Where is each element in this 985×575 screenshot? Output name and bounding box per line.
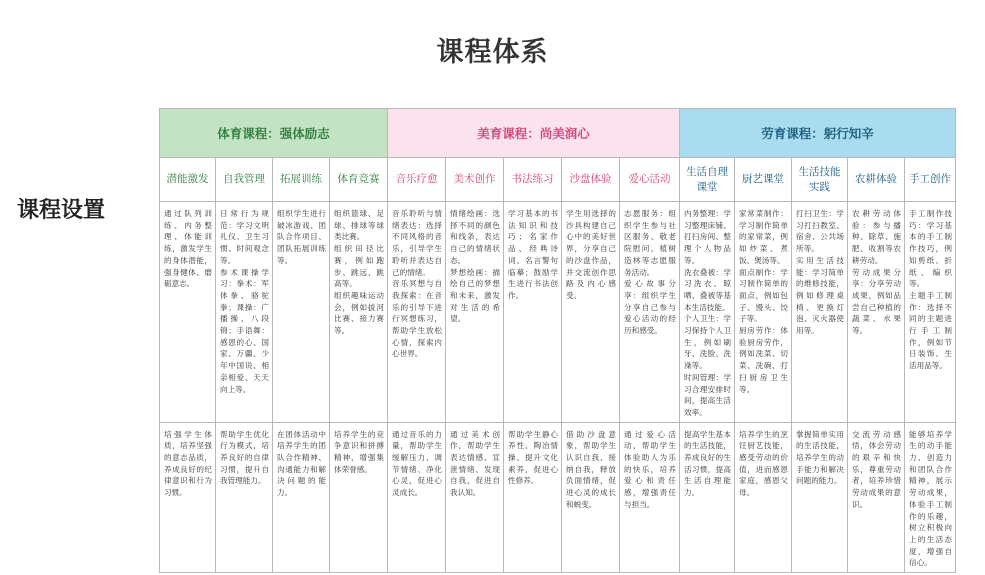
course-goal: 通过美术创作，帮助学生表达情感、宣泄情绪、发现自我，促进自我认知。 (446, 422, 504, 572)
course-name: 自我管理 (216, 158, 273, 202)
course-goal: 培养学生的竞争意识和拼搏精神，增强集体荣誉感。 (330, 422, 388, 572)
page-title: 课程体系 (436, 37, 549, 68)
course-goal: 通过音乐的力量，帮助学生缓解压力、调节情绪、净化心灵，促进心灵成长。 (388, 422, 446, 572)
course-content: 手工制作技巧：学习基本的手工制作技巧，例如剪纸、折纸、编织等。 主题手工制作：选择不同的主题进行手工制作，例如节日装饰、生活用品等。 (905, 202, 956, 423)
course-content: 家常菜制作：学习制作简单的家常菜，例如炒菜、煮饭、煲汤等。 面点制作：学习制作简单的面点，例如包子、馒头、饺子等。 厨房劳作：体验厨房劳作，例如洗菜、切菜、洗碗、打扫厨房卫生等。 (735, 202, 792, 423)
course-name: 生活自理课堂 (680, 158, 735, 202)
course-content: 内务整理：学习整理床铺、打扫房间、整理个人物品等。 洗衣叠被：学习洗衣、晾晒、叠被等基本生活技能。 个人卫生：学习保持个人卫生，例如刷牙、洗脸、洗澡等。 时间管理：学习合理安排时间，提高生活效率。 (680, 202, 735, 423)
pe-group-header: 体育课程：强体励志 (160, 109, 388, 158)
section-label: 课程设置 (17, 198, 106, 223)
course-content: 学生用选择的沙具构建自己心中的美好世界，分享自己的沙盘作品，并交流创作思路及内心感受。 (562, 202, 620, 423)
course-name: 生活技能实践 (792, 158, 848, 202)
course-content: 组织篮球、足球、排球等球类比赛。 组织田径比赛，例如跑步、跳远、跳高等。 组织趣味运动会，例如拔河比赛、接力赛等。 (330, 202, 388, 423)
course-name: 沙盘体验 (562, 158, 620, 202)
course-name: 厨艺课堂 (735, 158, 792, 202)
course-table (159, 108, 956, 573)
course-goal: 培养学生的烹饪厨艺技能，感受劳动的价值，进而感恩家庭，感恩父母。 (735, 422, 792, 572)
course-content: 通过队列训练、内务整理、体能训练，激发学生的身体潜能，强身健体、磨砺意志。 (160, 202, 216, 423)
course-content: 情绪绘画：选择不同的颜色和线条，表达自己的情绪状态。 梦想绘画：描绘自己的梦想和未来，激发对生活的希望。 (446, 202, 504, 423)
course-content: 日常行为规范：学习文明礼仪、卫生习惯、时间观念等。 参术课操学习：拳术：军体拳、骆驼拳；课操：广播操、八段锦；手语舞：感恩的心、国家、万疆、少年中国说、相亲相爱、天天向上等。 (216, 202, 273, 423)
course-goal: 培强学生体质，培养坚强的意志品质，养成良好的纪律意识和行为习惯。 (160, 422, 216, 572)
course-goal: 通过爱心活动，帮助学生体验助人为乐的快乐，培养爱心和责任感，增强责任与担当。 (620, 422, 680, 572)
course-content: 音乐聆听与情绪表达：选择不同风格的音乐，引导学生聆听并表达自己的情绪。 音乐冥想与自我探索：在音乐的引导下进行冥想练习，帮助学生放松心情，探索内心世界。 (388, 202, 446, 423)
course-goal: 帮助学生优化行为模式，培养良好的自律习惯，提升自我管理能力。 (216, 422, 273, 572)
course-name: 手工创作 (905, 158, 956, 202)
course-goal: 借助沙盘意象，帮助学生认识自我、接纳自我，释放负面情绪，促进心灵的成长和蜕变。 (562, 422, 620, 572)
course-content: 农耕劳动体验：参与播种、除草、施肥、收割等农耕劳动。 劳动成果分享：分享劳动成果，例如品尝自己种植的蔬菜、水果等。 (848, 202, 905, 423)
course-goal: 在团体活动中培养学生的团队合作精神、沟通能力和解决问题的能力。 (273, 422, 330, 572)
course-name: 音乐疗愈 (388, 158, 446, 202)
course-name: 拓展训练 (273, 158, 330, 202)
art-group-header: 美育课程：尚美润心 (388, 109, 680, 158)
course-name: 美术创作 (446, 158, 504, 202)
course-goal: 提高学生基本的生活技能，养成良好的生活习惯，提高生活自理能力。 (680, 422, 735, 572)
course-goal: 帮助学生静心养性、陶冶情操、提升文化素养，促进心性修养。 (504, 422, 562, 572)
course-name: 爱心活动 (620, 158, 680, 202)
course-name: 农耕体验 (848, 158, 905, 202)
labor-group-header: 劳育课程：躬行知辛 (680, 109, 956, 158)
course-goal: 交流劳动感悟，体会劳动的艰辛和快乐，尊重劳动者，培养珍惜劳动成果的意识。 (848, 422, 905, 572)
course-name: 潜能激发 (160, 158, 216, 202)
course-content: 打扫卫生：学习打扫教室、宿舍、公共场所等。 实用生活技能：学习简单的维修技能，例如修理桌椅、更换灯泡、灭火器使用等。 (792, 202, 848, 423)
course-content: 组织学生进行破冰游戏、团队合作项目、团队拓展训练等。 (273, 202, 330, 423)
course-content: 学习基本的书法知识和技巧；名家作品、经典诗词、名言警句临摹；鼓励学生进行书法创作。 (504, 202, 562, 423)
course-name: 书法练习 (504, 158, 562, 202)
course-goal: 掌握简单实用的生活技能，培养学生的动手能力和解决问题的能力。 (792, 422, 848, 572)
course-content: 志愿服务：组织学生参与社区服务、敬老院慰问、植树造林等志愿服务活动。 爱心故事分享：组织学生分享自己参与爱心活动的经历和感受。 (620, 202, 680, 423)
course-goal: 能够培养学生的动手能力、创造力和团队合作精神，展示劳动成果，体验手工制作的乐趣，树立积极向上的生活态度，增强自信心。 (905, 422, 956, 572)
course-name: 体育竞赛 (330, 158, 388, 202)
